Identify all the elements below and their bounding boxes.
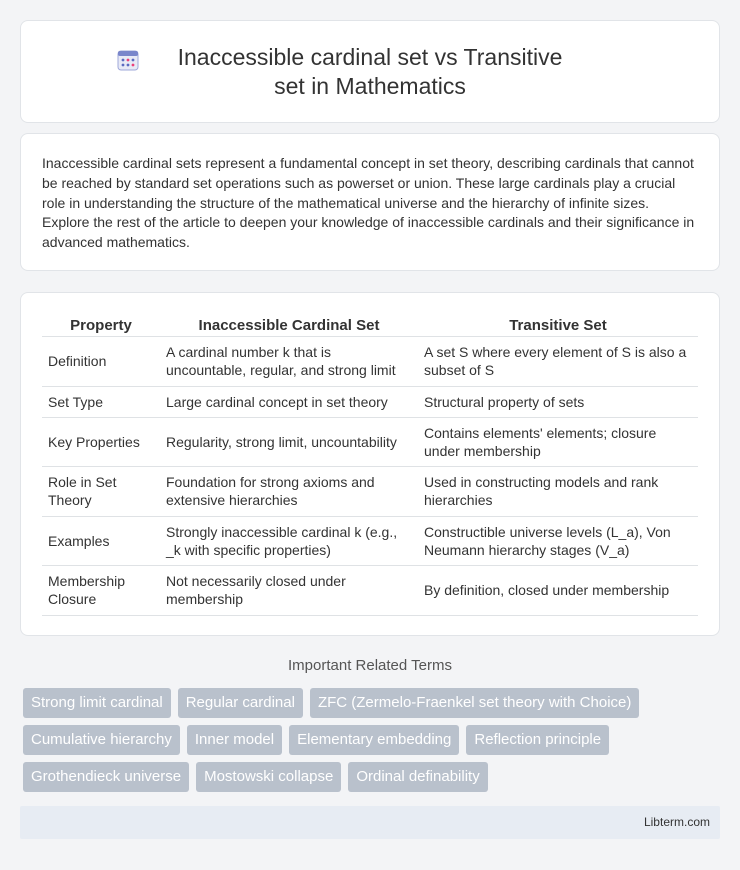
footer [20,806,720,839]
related-term-tag[interactable]: Strong limit cardinal [23,688,171,718]
table-cell: Regularity, strong limit, uncountability [160,418,418,468]
table-cell: Role in Set Theory [42,467,160,517]
column-header: Property [42,315,160,337]
column-header: Transitive Set [418,315,698,337]
table-header-row [42,315,698,337]
related-term-tag[interactable]: Grothendieck universe [23,762,189,792]
related-term-tag[interactable]: Ordinal definability [348,762,487,792]
related-term-tag[interactable]: Cumulative hierarchy [23,725,180,755]
related-term-tag[interactable]: Mostowski collapse [196,762,341,792]
table-cell: A set S where every element of S is also a subset of S [418,337,698,387]
page-title: Inaccessible cardinal set vs Transitive set in Mathematics [177,44,563,99]
table-cell: Used in constructing models and rank hierarchies [418,467,698,517]
related-terms [23,688,723,799]
table-cell: By definition, closed under membership [418,566,698,616]
table-cell: Definition [42,337,160,387]
intro-paragraph: Inaccessible cardinal sets represent a fundamental concept in set theory, describing cardinals that cannot be reached by standard set operations such as powerset or union. These large cardinals play a crucial role in understanding the structure of the mathematical universe and the hierarchy of infinite sizes. Explore the rest of the article to deepen your knowledge of inaccessible cardinals and their significance in advanced mathematics. [42,155,695,251]
footer-site-link[interactable]: Libterm.com [643,815,710,829]
title-card [20,20,720,123]
table-cell: Constructible universe levels (L_a), Von Neumann hierarchy stages (V_a) [418,517,698,567]
table-row [42,337,698,387]
table-cell: Membership Closure [42,566,160,616]
column-header: Inaccessible Cardinal Set [160,315,418,337]
table-cell: Structural property of sets [418,387,698,418]
table-cell: A cardinal number k that is uncountable, regular, and strong limit [160,337,418,387]
table-cell: Contains elements' elements; closure under membership [418,418,698,468]
related-term-tag[interactable]: Elementary embedding [289,725,459,755]
related-term-tag[interactable]: Reflection principle [466,725,609,755]
table-row [42,467,698,517]
table-cell: Not necessarily closed under membership [160,566,418,616]
tag-row [23,688,723,718]
comparison-card [20,292,720,636]
intro-card [20,133,720,271]
tag-row [23,725,723,755]
related-terms-heading: Important Related Terms [288,657,452,674]
table-row [42,517,698,567]
table-cell: Foundation for strong axioms and extensive hierarchies [160,467,418,517]
table-cell: Set Type [42,387,160,418]
table-cell: Key Properties [42,418,160,468]
table-cell: Examples [42,517,160,567]
tag-row [23,762,723,792]
comparison-table [42,315,698,616]
table-cell: Strongly inaccessible cardinal k (e.g., _k with specific properties) [160,517,418,567]
related-term-tag[interactable]: ZFC (Zermelo-Fraenkel set theory with Choice) [310,688,639,718]
table-row [42,566,698,616]
table-cell: Large cardinal concept in set theory [160,387,418,418]
related-term-tag[interactable]: Inner model [187,725,282,755]
related-term-tag[interactable]: Regular cardinal [178,688,303,718]
table-row [42,387,698,418]
table-row [42,418,698,468]
